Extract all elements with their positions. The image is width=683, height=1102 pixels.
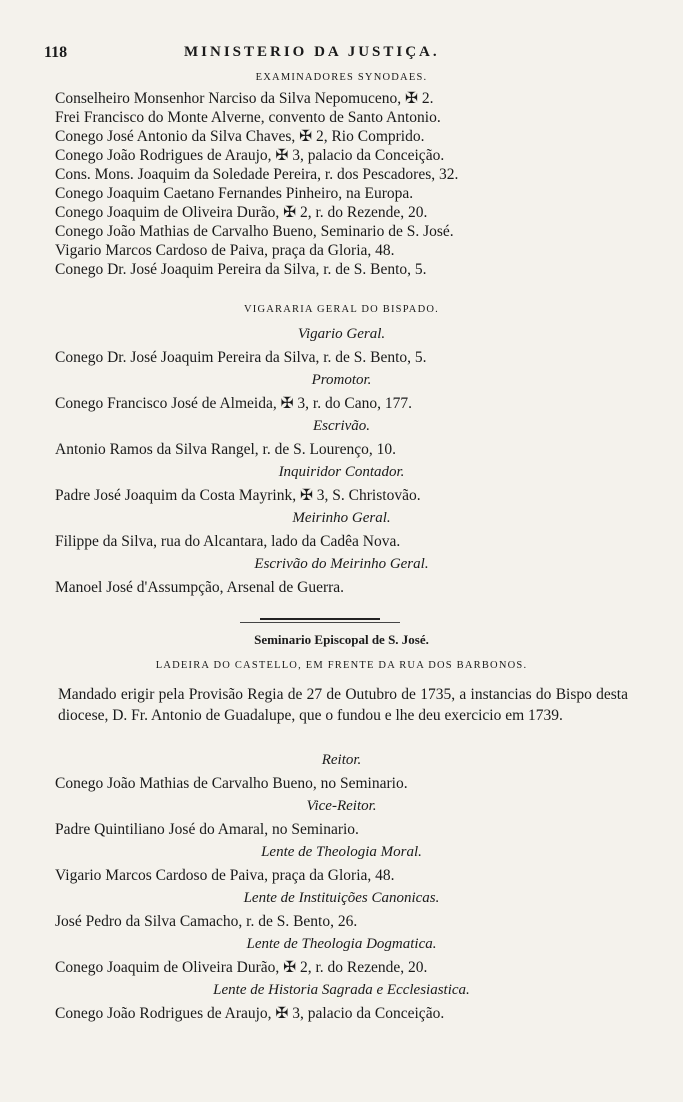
page-number: 118 [44, 44, 68, 61]
office-holder: Conego João Rodrigues de Araujo, ✠ 3, palacio da Conceição. [55, 1005, 445, 1022]
examinador-entry: Conego João Mathias de Carvalho Bueno, Seminario de S. José. [55, 223, 454, 240]
office-holder: Manoel José d'Assumpção, Arsenal de Guerra. [55, 579, 345, 596]
examinador-entry: Conego João Rodrigues de Araujo, ✠ 3, palacio da Conceição. [55, 147, 445, 164]
office-holder: Conego Dr. José Joaquim Pereira da Silva, r. de S. Bento, 5. [55, 349, 427, 366]
office-title: Lente de Theologia Dogmatica. [246, 936, 437, 952]
examinador-entry: Conego Joaquim de Oliveira Durão, ✠ 2, r. do Rezende, 20. [55, 204, 428, 221]
office-holder: Padre José Joaquim da Costa Mayrink, ✠ 3, S. Christovão. [55, 487, 421, 504]
office-title: Promotor. [311, 372, 372, 388]
office-holder: Vigario Marcos Cardoso de Paiva, praça da Gloria, 48. [55, 867, 395, 884]
examinador-entry: Conselheiro Monsenhor Narciso da Silva Nepomuceno, ✠ 2. [55, 90, 434, 107]
office-title: Vice-Reitor. [306, 798, 377, 814]
examinador-entry: Conego Dr. José Joaquim Pereira da Silva, r. de S. Bento, 5. [55, 261, 427, 278]
office-title: Inquiridor Contador. [278, 464, 405, 480]
office-title: Lente de Instituições Canonicas. [243, 890, 440, 906]
section-heading-examinadores: EXAMINADORES SYNODAES. [255, 72, 428, 83]
office-holder: Antonio Ramos da Silva Rangel, r. de S. Lourenço, 10. [55, 441, 396, 458]
office-title: Escrivão do Meirinho Geral. [254, 556, 429, 572]
office-holder: Filippe da Silva, rua do Alcantara, lado da Cadêa Nova. [55, 533, 401, 550]
examinador-entry: Cons. Mons. Joaquim da Soledade Pereira, r. dos Pescadores, 32. [55, 166, 459, 183]
office-holder: José Pedro da Silva Camacho, r. de S. Bento, 26. [55, 913, 358, 930]
office-holder: Conego Joaquim de Oliveira Durão, ✠ 2, r. do Rezende, 20. [55, 959, 428, 976]
office-holder: Padre Quintiliano José do Amaral, no Seminario. [55, 821, 359, 838]
office-holder: Conego João Mathias de Carvalho Bueno, no Seminario. [55, 775, 408, 792]
office-title: Escrivão. [312, 418, 371, 434]
examinador-entry: Frei Francisco do Monte Alverne, convento de Santo Antonio. [55, 109, 441, 126]
office-title: Lente de Theologia Moral. [261, 844, 422, 860]
section-divider [260, 618, 380, 620]
examinador-entry: Vigario Marcos Cardoso de Paiva, praça da Gloria, 48. [55, 242, 395, 259]
office-title: Lente de Historia Sagrada e Ecclesiastica. [213, 982, 470, 998]
examinador-entry: Conego Joaquim Caetano Fernandes Pinheiro, na Europa. [55, 185, 414, 202]
section-subheading-seminario: LADEIRA DO CASTELLO, EM FRENTE DA RUA DOS BARBONOS. [155, 660, 528, 671]
office-holder: Conego Francisco José de Almeida, ✠ 3, r. do Cano, 177. [55, 395, 412, 412]
section-heading-seminario: Seminario Episcopal de S. José. [254, 632, 429, 647]
page-header [44, 44, 644, 66]
section-divider-thin [240, 622, 400, 623]
office-title: Vigario Geral. [297, 326, 386, 342]
running-head: MINISTERIO DA JUSTIÇA. [184, 44, 440, 60]
office-title: Meirinho Geral. [292, 510, 391, 526]
section-heading-vigararia: VIGARARIA GERAL DO BISPADO. [244, 304, 439, 315]
office-title: Reitor. [321, 752, 362, 768]
examinador-entry: Conego José Antonio da Silva Chaves, ✠ 2, Rio Comprido. [55, 128, 425, 145]
seminario-paragraph: Mandado erigir pela Provisão Regia de 27 de Outubro de 1735, a instancias do Bispo desta diocese, D. Fr. Antonio de Guadalupe, que o fundou e lhe deu exercicio em 1739. [58, 686, 628, 724]
